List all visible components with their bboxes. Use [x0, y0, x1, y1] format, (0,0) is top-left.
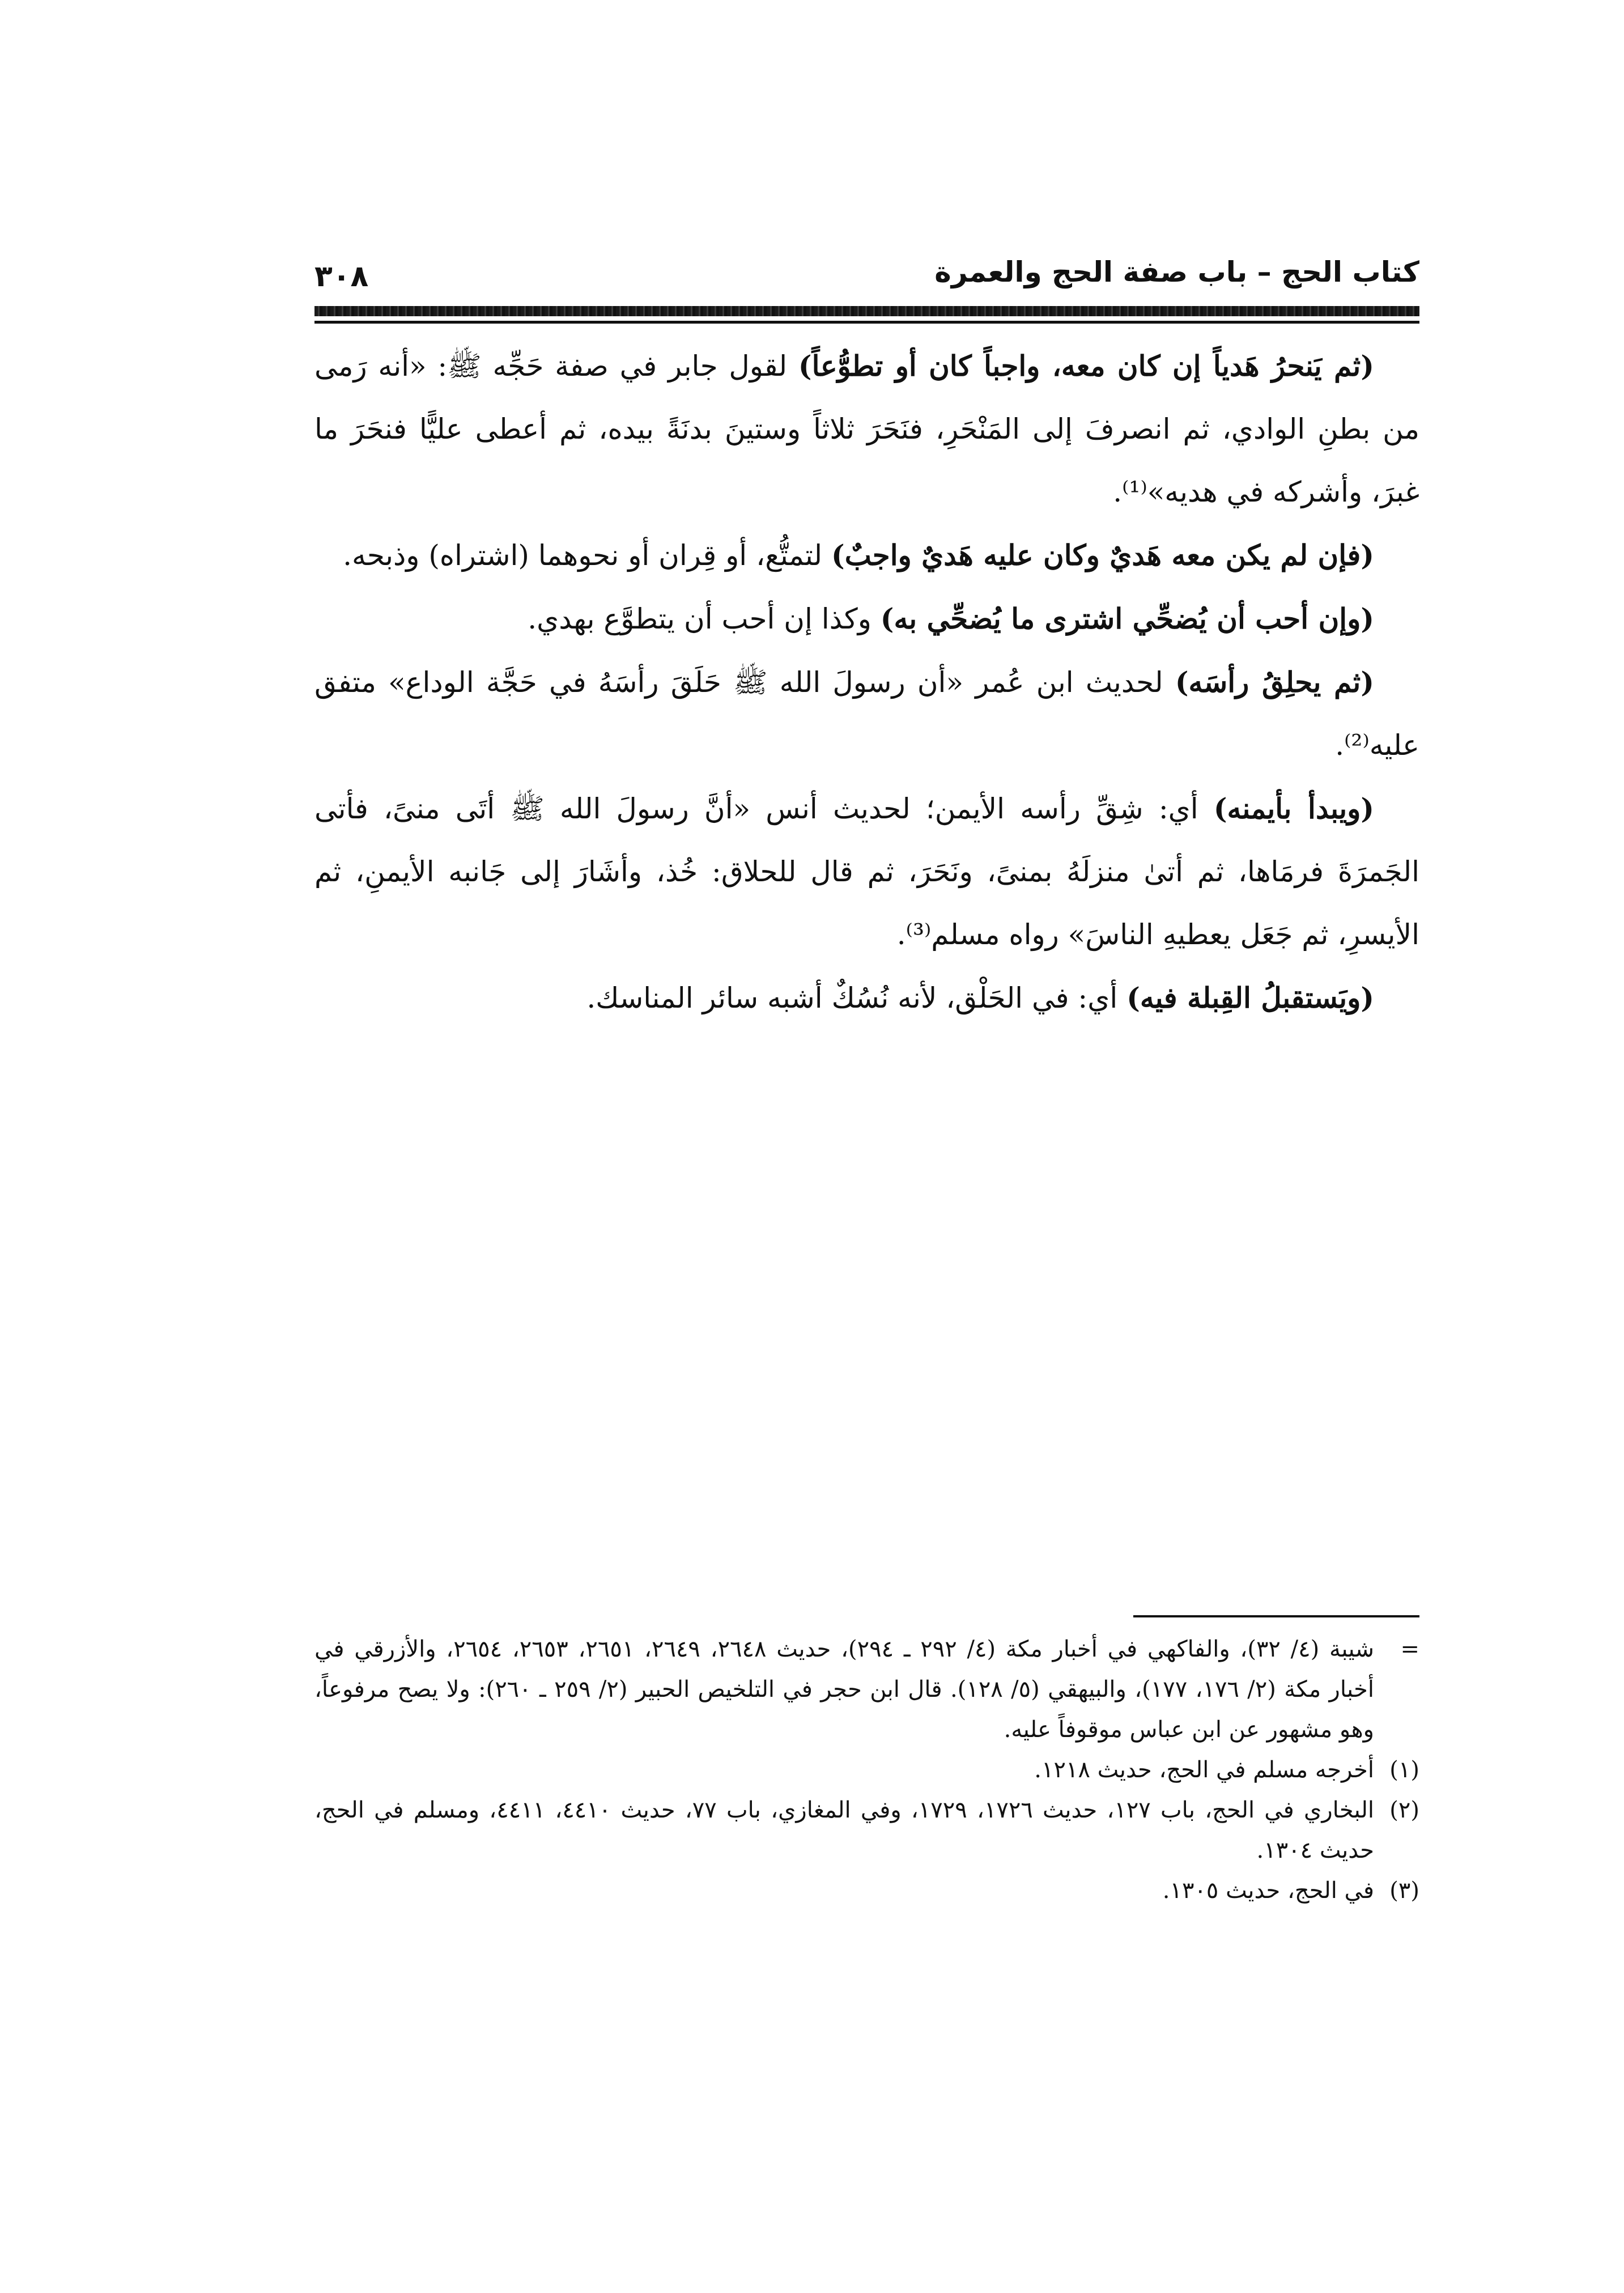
- footnote-marker: (٣): [1389, 1878, 1419, 1904]
- footnote-separator: [1133, 1615, 1419, 1617]
- footnote: [314, 1790, 1419, 1871]
- paragraph: [314, 524, 1419, 587]
- paragraph: [314, 334, 1419, 524]
- running-header: [314, 249, 1419, 295]
- paragraph: [314, 777, 1419, 966]
- paragraph: [314, 651, 1419, 777]
- header-rule-thin: [314, 321, 1419, 324]
- footnote: [314, 1629, 1419, 1750]
- paragraph: [314, 587, 1419, 651]
- matn-text: (ويَستقبلُ القِبلة فيه): [1126, 981, 1374, 1014]
- footnote: [314, 1871, 1419, 1911]
- sharh-text: وكذا إن أحب أن يتطوَّع بهدي.: [528, 602, 881, 635]
- footnotes: [314, 1629, 1419, 1911]
- footnote-marker: =: [1400, 1636, 1419, 1662]
- footnote: [314, 1750, 1419, 1790]
- chapter-title: كتاب الحج – باب صفة الحج والعمرة: [934, 256, 1419, 288]
- sharh-text: أي: شِقِّ رأسه الأيمن؛ لحديث أنس «أنَّ رسولَ الله ﷺ أتَى منىً، فأتى الجَمرَةَ فرمَاها، ثم أتىٰ منزلَهُ بمنىً، ونَحَرَ، ثم قال للحلاق: خُذ، وأشَارَ إلى جَانبه الأيمنِ، ثم الأيسرِ، ثم جَعَل يعطيهِ الناسَ» رواه مسلم⁽³⁾.: [314, 792, 1419, 951]
- paragraph: [314, 966, 1419, 1030]
- sharh-text: لحديث ابن عُمر «أن رسولَ الله ﷺ حَلَقَ رأسَهُ في حَجَّة الوداع» متفق عليه⁽²⁾.: [314, 666, 1419, 762]
- page-number: ٣٠٨: [314, 260, 369, 294]
- footnote-text: شيبة (٤/ ٣٢)، والفاكهي في أخبار مكة (٤/ ٢٩٢ ـ ٢٩٤)، حديث ٢٦٤٨، ٢٦٤٩، ٢٦٥١، ٢٦٥٣، ٢٦٥٤، والأزرقي في أخبار مكة (٢/ ١٧٦، ١٧٧)، والبيهقي (٥/ ١٢٨). قال ابن حجر في التلخيص الحبير (٢/ ٢٥٩ ـ ٢٦٠): ولا يصح مرفوعاً، وهو مشهور عن ابن عباس موقوفاً عليه.: [314, 1636, 1375, 1743]
- main-text: [314, 334, 1419, 1030]
- matn-text: (وإن أحب أن يُضحِّي اشترى ما يُضحِّي به): [880, 602, 1374, 635]
- footnote-text: أخرجه مسلم في الحج، حديث ١٢١٨.: [1034, 1757, 1374, 1783]
- matn-text: (فإن لم يكن معه هَديٌ وكان عليه هَديٌ واجبٌ): [831, 538, 1374, 572]
- sharh-text: أي: في الحَلْق، لأنه نُسُكٌ أشبه سائر المناسك.: [586, 982, 1127, 1014]
- sharh-text: لتمتُّع، أو قِران أو نحوهما (اشتراه) وذبحه.: [343, 539, 832, 572]
- footnote-text: البخاري في الحج، باب ١٢٧، حديث ١٧٢٦، ١٧٢٩، وفي المغازي، باب ٧٧، حديث ٤٤١٠، ٤٤١١، ومسلم في الحج، حديث ١٣٠٤.: [314, 1797, 1375, 1863]
- sharh-text: لقول جابر في صفة حَجِّه ﷺ: «أنه رَمى من بطنِ الوادي، ثم انصرفَ إلى المَنْحَرِ، فنَحَرَ ثلاثاً وستينَ بدنَةً بيده، ثم أعطى عليًّا فنحَرَ ما غبرَ، وأشركه في هديه»⁽¹⁾.: [314, 350, 1419, 508]
- matn-text: (ويبدأ بأيمنه): [1213, 792, 1374, 825]
- footnote-marker: (١): [1389, 1757, 1419, 1783]
- header-rule-thick: [314, 306, 1419, 316]
- footnote-marker: (٢): [1389, 1797, 1419, 1823]
- footnote-text: في الحج، حديث ١٣٠٥.: [1162, 1878, 1374, 1904]
- matn-text: (ثم يَنحرُ هَدياً إن كان معه، واجباً كان أو تطوُّعاً): [798, 349, 1374, 383]
- matn-text: (ثم يحلِقُ رأسَه): [1175, 665, 1374, 699]
